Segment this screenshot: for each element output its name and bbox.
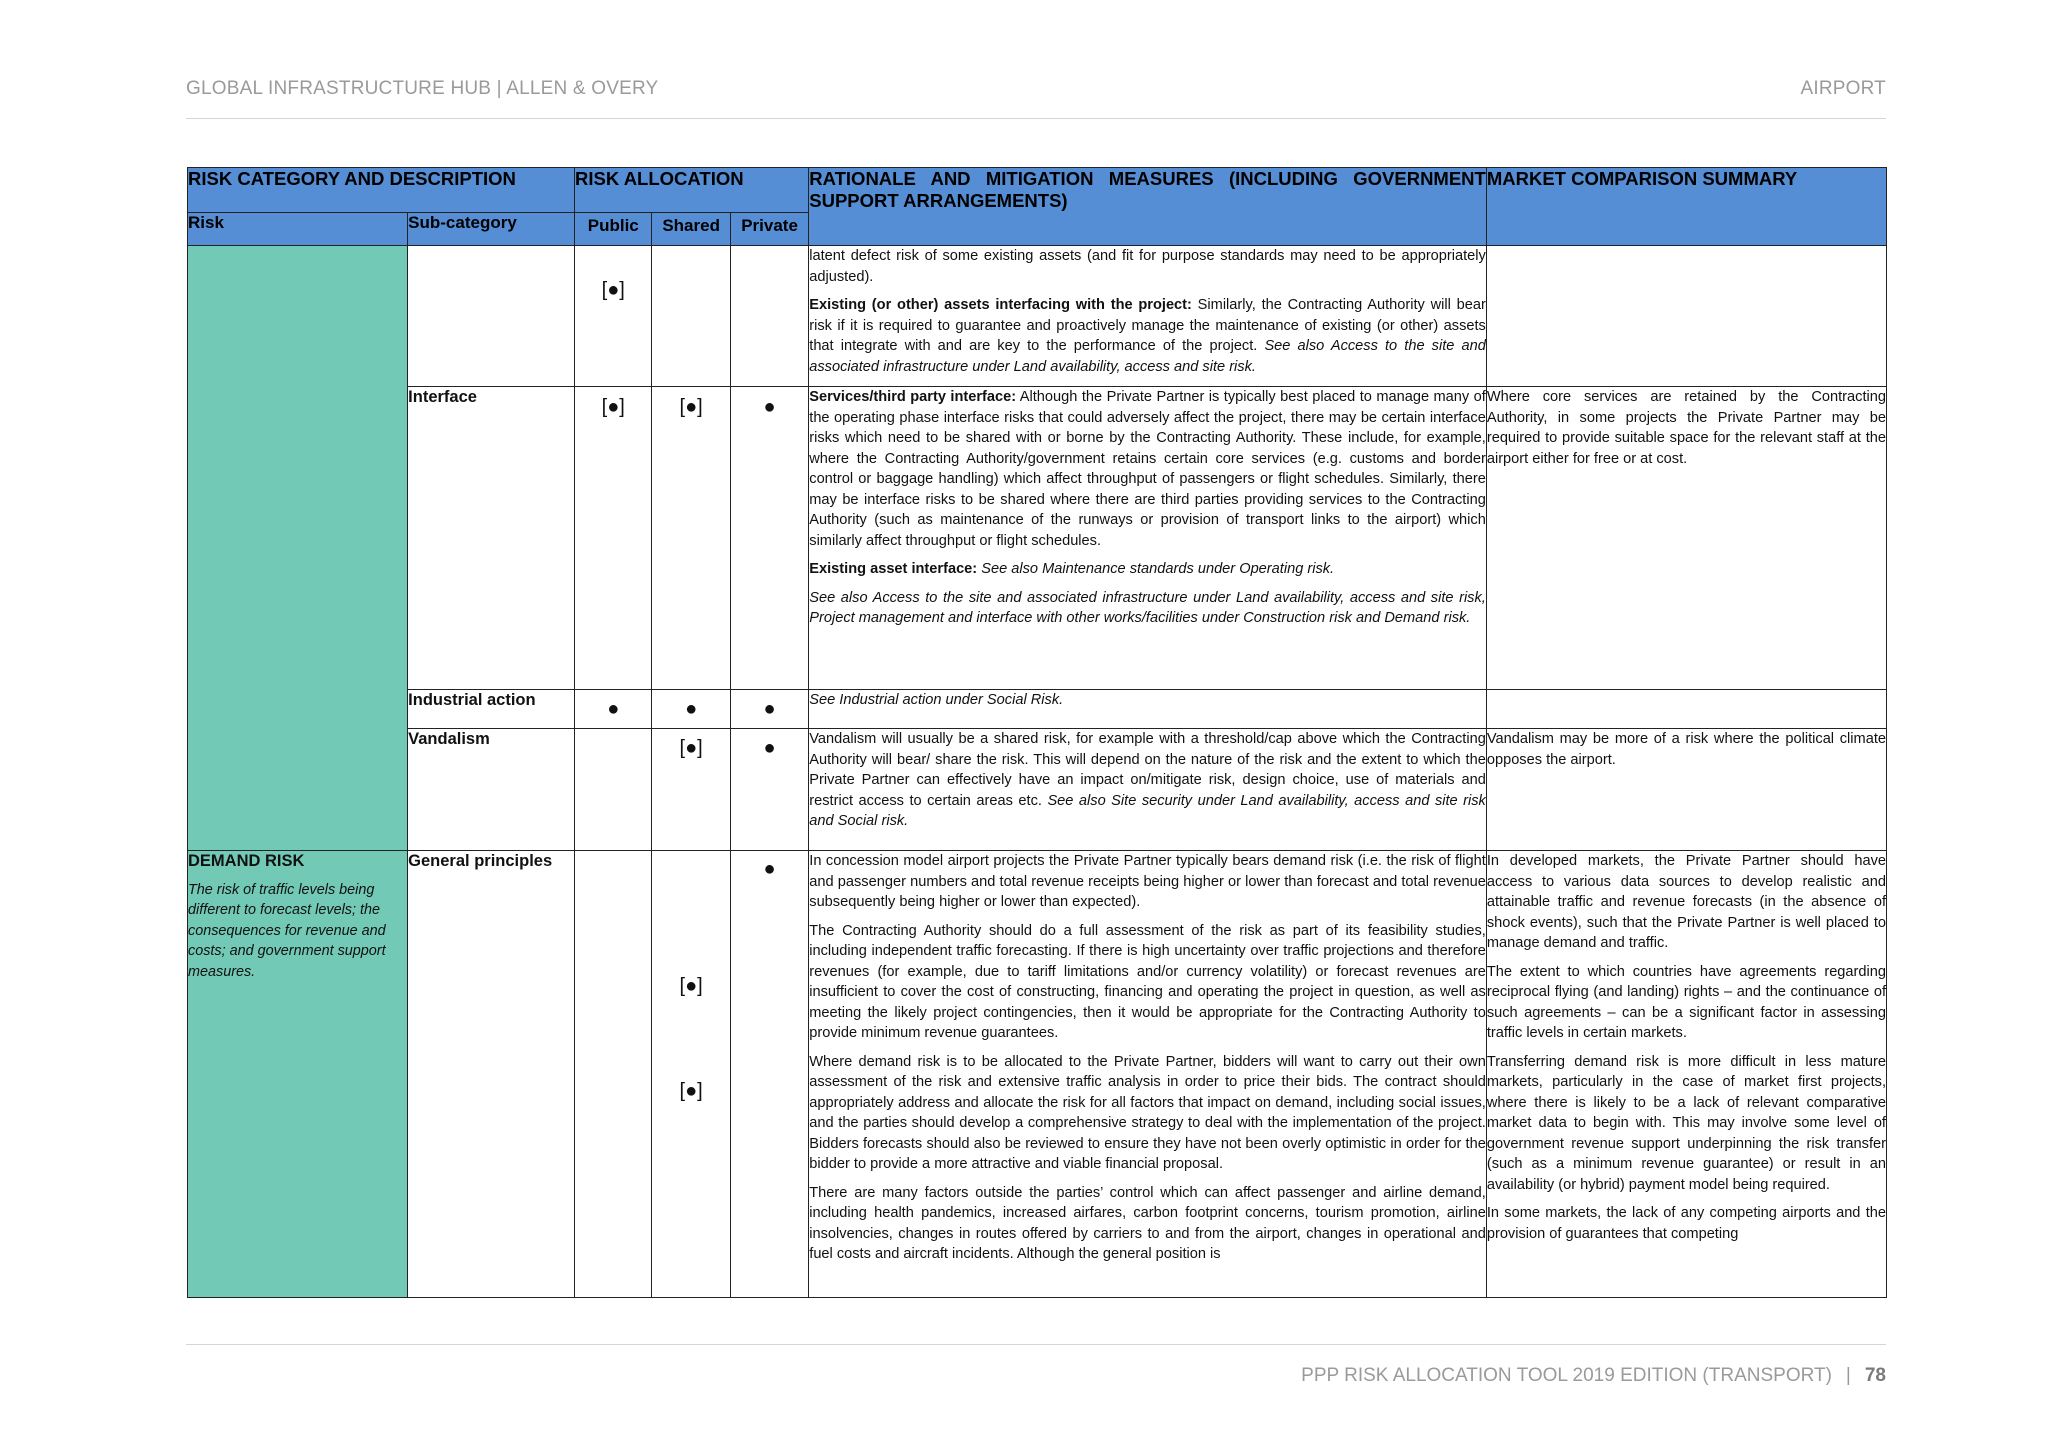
subcategory-vandalism: Vandalism xyxy=(408,729,575,851)
rationale-cell xyxy=(809,851,1487,1298)
header-rationale: RATIONALE AND MITIGATION MEASURES (INCLUDING GOVERNMENT SUPPORT ARRANGEMENTS) xyxy=(809,168,1487,246)
risk-description: The risk of traffic levels being different to forecast levels; the consequences for revenue and costs; and government support measures. xyxy=(188,881,386,980)
rationale-paragraph: There are many factors outside the parties’ control which can affect passenger and airline demand, including health pandemics, increased airfares, carbon footprint concerns, tourism promotion, airline insolvencies, changes in routes offered by carriers to and from the airport, changes in operational and fuel costs and aircraft incidents. Although the general position is xyxy=(809,1184,1486,1262)
rationale-paragraph: See also Access to the site and associated infrastructure under Land availability, access and site risk, Project management and interface with other works/facilities under Construction risk and Demand risk. xyxy=(809,589,1486,626)
private-mark: ● xyxy=(730,729,808,851)
header-divider xyxy=(186,118,1886,119)
private-mark: ● xyxy=(730,851,808,1298)
subcategory-industrial-action: Industrial action xyxy=(408,690,575,729)
subcategory-interface: Interface xyxy=(408,387,575,690)
market-cell: Vandalism may be more of a risk where the political climate opposes the airport. xyxy=(1486,729,1886,851)
rationale-cell xyxy=(809,246,1487,387)
table-row xyxy=(188,246,1887,387)
header-market-comparison: MARKET COMPARISON SUMMARY xyxy=(1486,168,1886,246)
footer-separator: | xyxy=(1845,1365,1851,1386)
rationale-paragraph: latent defect risk of some existing assets (and fit for purpose standards may need to be appropriately adjusted). xyxy=(809,248,1486,285)
header-shared: Shared xyxy=(652,213,730,246)
rationale-cell xyxy=(809,729,1487,851)
shared-mark: [●] xyxy=(652,729,730,851)
rationale-paragraph: Existing asset interface: See also Maintenance standards under Operating risk. xyxy=(809,561,1335,577)
rationale-cell xyxy=(809,387,1487,690)
private-mark: ● xyxy=(730,387,808,690)
header-left-text: GLOBAL INFRASTRUCTURE HUB | ALLEN & OVERY xyxy=(186,78,659,99)
header-risk-allocation: RISK ALLOCATION xyxy=(575,168,809,213)
shared-mark xyxy=(652,246,730,387)
subcategory-cell xyxy=(408,246,575,387)
risk-title: DEMAND RISK xyxy=(188,852,305,870)
rationale-paragraph: Existing (or other) assets interfacing with the project: Similarly, the Contracting Authority will bear risk if it is required to guarantee and proactively manage the maintenance of existing (or other) assets that integrate with and are key to the performance of the project. See also Access to the site and associated infrastructure under Land availability, access and site risk. xyxy=(809,297,1486,375)
risk-cell-continued xyxy=(188,246,408,851)
rationale-paragraph: Vandalism will usually be a shared risk, for example with a threshold/cap above which the Contracting Authority will bear/ share the risk. This will depend on the nature of the risk and the extent to which the Private Partner can effectively have an impact on/mitigate risk, design choice, use of materials and restrict access to certain areas etc. See also Site security under Land availability, access and site risk and Social risk. xyxy=(809,731,1486,829)
shared-mark: [●] [●] xyxy=(652,851,730,1298)
market-paragraph: Transferring demand risk is more difficult in less mature markets, particularly in the case of market first projects, where there is likely to be a lack of relevant comparative market data to begin with. This may involve some level of government revenue support underpinning the risk transfer (such as a minimum revenue guarantee) or result in an availability (or hybrid) payment model being required. xyxy=(1486,1053,1886,1193)
footer-divider xyxy=(186,1344,1886,1345)
public-mark: [●] xyxy=(575,387,652,690)
page-number: 78 xyxy=(1864,1365,1886,1386)
header-subcategory: Sub-category xyxy=(408,213,575,246)
market-paragraph: In developed markets, the Private Partner should have access to various data sources to develop realistic and attainable traffic and revenue forecasts (in the absence of shock events), such that the Private Partner is well placed to manage demand and traffic. xyxy=(1486,853,1886,951)
table-row xyxy=(188,729,1887,851)
rationale-cell: See Industrial action under Social Risk. xyxy=(809,690,1487,729)
rationale-paragraph: Services/third party interface: Although the Private Partner is typically best placed to manage many of the operating phase interface risks that could adversely affect the project, there may be certain interface risks which need to be shared with or borne by the Contracting Authority. These include, for example, where the Contracting Authority/government retains certain core services (e.g. customs and border control or baggage handling) which affect throughput of passengers or flight schedules. Similarly, there may be interface risks to be shared where there are third parties providing services to the Contracting Authority (such as maintenance of the runways or provision of transport links to the airport) which similarly affect throughput or flight schedules. xyxy=(809,389,1486,549)
footer xyxy=(1301,1365,1886,1387)
footer-title: PPP RISK ALLOCATION TOOL 2019 EDITION (TRANSPORT) xyxy=(1301,1365,1832,1386)
private-mark: ● xyxy=(730,690,808,729)
shared-mark: ● xyxy=(652,690,730,729)
rationale-paragraph: The Contracting Authority should do a full assessment of the risk as part of its feasibility studies, including independent traffic forecasting. If there is high uncertainty over traffic projections and therefore revenues (for example, due to tariff limitations and/or currency volatility) or forecast revenues are insufficient to cover the cost of constructing, financing and operating the project in question, as well as meeting the likely project contingencies, then it would be appropriate for the Contracting Authority to provide minimum revenue guarantees. xyxy=(809,922,1486,1041)
market-paragraph: The extent to which countries have agreements regarding reciprocal flying (and landing) rights – and the continuance of such agreements – can be a significant factor in assessing traffic levels in certain markets. xyxy=(1486,963,1886,1041)
table-row xyxy=(188,851,1887,1298)
header-risk: Risk xyxy=(188,213,408,246)
public-mark xyxy=(575,729,652,851)
public-mark xyxy=(575,851,652,1298)
table-row xyxy=(188,690,1887,729)
public-mark: ● xyxy=(575,690,652,729)
market-cell xyxy=(1486,690,1886,729)
rationale-paragraph: In concession model airport projects the Private Partner typically bears demand risk (i.e. the risk of flight and passenger numbers and total revenue receipts being higher or lower than forecast and total revenue subsequently being higher or lower than expected). xyxy=(809,853,1486,910)
table-row xyxy=(188,387,1887,690)
risk-allocation-table xyxy=(187,167,1887,1298)
public-mark-value: [●] xyxy=(601,279,625,301)
market-cell xyxy=(1486,851,1886,1298)
header-private: Private xyxy=(730,213,808,246)
subcategory-general-principles: General principles xyxy=(408,851,575,1298)
header-public: Public xyxy=(575,213,652,246)
shared-mark: [●] xyxy=(652,387,730,690)
header-section-title: AIRPORT xyxy=(1800,78,1886,99)
market-cell: Where core services are retained by the Contracting Authority, in some projects the Private Partner may be required to provide suitable space for the relevant staff at the airport either for free or at cost. xyxy=(1486,387,1886,690)
market-cell xyxy=(1486,246,1886,387)
risk-cell-demand xyxy=(188,851,408,1298)
public-mark xyxy=(575,246,652,387)
header-risk-category: RISK CATEGORY AND DESCRIPTION xyxy=(188,168,575,213)
market-paragraph: In some markets, the lack of any competing airports and the provision of guarantees that competing xyxy=(1486,1205,1886,1242)
rationale-paragraph: Where demand risk is to be allocated to the Private Partner, bidders will want to carry out their own assessment of the risk and extensive traffic analysis in order to price their bids. The contract should appropriately address and allocate the risk for all factors that impact on demand, including social issues, and the parties should develop a comprehensive strategy to deal with the implementation of the project. Bidders forecasts should also be reviewed to ensure they have not been overly optimistic in order for the bidder to provide a more attractive and viable financial proposal. xyxy=(809,1053,1486,1172)
private-mark xyxy=(730,246,808,387)
